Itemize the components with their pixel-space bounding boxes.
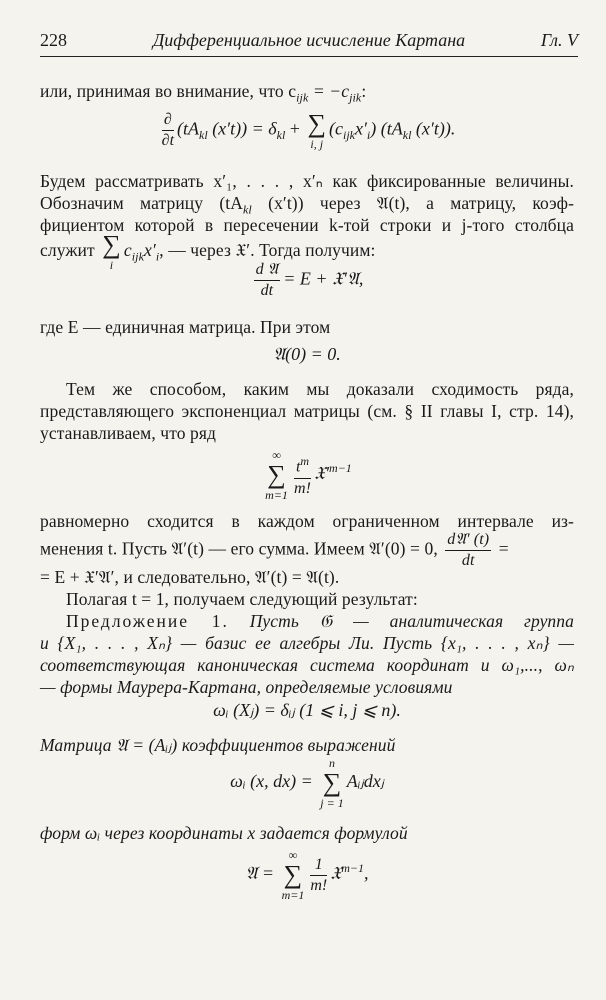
text: 𝔛′ bbox=[314, 463, 330, 484]
sum-operator: ∞ ∑ m=1 bbox=[265, 448, 288, 502]
running-title: Дифференциальное исчисление Картана bbox=[152, 30, 466, 50]
text: x′ bbox=[144, 240, 156, 261]
subscript: ijk bbox=[342, 128, 355, 143]
text: ωᵢ (x, dx) = bbox=[230, 771, 318, 792]
text: (x′t)) = δ bbox=[207, 118, 277, 139]
header-rule bbox=[40, 56, 578, 57]
text-line: равномерно сходится в каждом ограниченном интервале из- bbox=[40, 511, 574, 531]
fraction: $\frac{1}{m!}$ bbox=[310, 855, 328, 894]
subscript: kl bbox=[276, 128, 286, 143]
text: (tA bbox=[177, 118, 200, 139]
running-head bbox=[40, 30, 578, 54]
text-line: Полагая t = 1, получаем следующий результат: bbox=[66, 589, 418, 609]
text: Пусть 𝔊 — аналитическая группа bbox=[228, 611, 574, 631]
text: (x′t)) через 𝔄(t), а матрицу, коэф- bbox=[251, 193, 574, 213]
fraction: $\frac{t^m}{m!}$ bbox=[294, 451, 311, 498]
text-line: где E — единичная матрица. При этом bbox=[40, 317, 331, 337]
text: c bbox=[123, 240, 132, 261]
text: , — через 𝔛′. Тогда получим: bbox=[159, 240, 376, 261]
subscript: ijk bbox=[131, 249, 145, 264]
text: : bbox=[361, 81, 367, 101]
equation-7 bbox=[40, 848, 574, 902]
equation-1 bbox=[40, 110, 574, 151]
sum-operator: ∑ i bbox=[102, 230, 121, 272]
subscript: kl bbox=[402, 128, 412, 143]
subscript: i bbox=[155, 249, 160, 264]
text-line: фициентом которой в пересечении k-той строки и j-того столбца bbox=[40, 215, 574, 235]
text: = −c bbox=[308, 81, 350, 101]
chapter-label: Гл. V bbox=[540, 30, 578, 50]
text: Обозначим матрицу (tA bbox=[40, 193, 243, 213]
subscript: jik bbox=[349, 90, 362, 105]
text-line: соответствующая каноническая система координат и ω₁,..., ωₙ bbox=[40, 655, 574, 675]
text-line: и {X₁, . . . , Xₙ} — базис ее алгебры Ли. Пусть {x₁, . . . , xₙ} — bbox=[40, 633, 574, 653]
subscript: ijk bbox=[296, 90, 309, 105]
text: (x′t)). bbox=[411, 118, 456, 139]
sum-operator: ∞ ∑ m=1 bbox=[281, 848, 305, 902]
text-line bbox=[40, 530, 574, 569]
text-line: устанавливаем, что ряд bbox=[40, 423, 217, 443]
text: (c bbox=[329, 118, 343, 139]
text-line: — формы Маурера-Картана, определяемые условиями bbox=[40, 677, 453, 697]
equation-3: 𝔄(0) = 0. bbox=[273, 344, 341, 364]
text: 𝔛 bbox=[330, 863, 342, 884]
text: ) (tA bbox=[370, 118, 403, 139]
superscript: m−1 bbox=[329, 461, 352, 476]
text-line bbox=[40, 610, 574, 632]
sum-operator: ∑ i, j bbox=[307, 108, 326, 151]
text-line bbox=[40, 80, 574, 109]
text-line: представляющего экспоненциал матрицы (см. § II главы I, стр. 14), bbox=[40, 401, 574, 421]
fraction: $\frac{\text{d 𝔄}}{dt}$ bbox=[255, 261, 279, 299]
page-number: 228 bbox=[40, 30, 67, 50]
subscript: kl bbox=[243, 202, 252, 217]
text: , bbox=[364, 863, 369, 884]
text-line: Матрица 𝔄 = (Aᵢⱼ) коэффициентов выражений bbox=[40, 735, 396, 755]
text: служит bbox=[40, 240, 100, 261]
partial-fraction: $\frac{\partial}{\partial t}$ bbox=[161, 111, 175, 149]
text-line: Будем рассматривать x′₁, . . . , x′ₙ как фиксированные величины. bbox=[40, 171, 574, 191]
text: x′ bbox=[354, 118, 367, 139]
text: менения t. Пусть 𝔄′(t) — его сумма. Имеем 𝔄′(0) = 0, bbox=[40, 538, 443, 559]
text: или, принимая во внимание, что c bbox=[40, 81, 297, 101]
equation-2 bbox=[40, 260, 574, 301]
text: = bbox=[494, 538, 509, 559]
fraction: $\frac{\text{d𝔄′ (t)}}{dt}$ bbox=[447, 531, 490, 569]
proposition-label: Предложение 1. bbox=[66, 611, 229, 631]
text: Aᵢⱼdxⱼ bbox=[346, 771, 384, 792]
superscript: m−1 bbox=[341, 861, 365, 876]
subscript: i bbox=[366, 128, 371, 143]
text: 𝔄 = bbox=[245, 863, 279, 884]
equation-6 bbox=[40, 756, 574, 810]
equation-4 bbox=[40, 448, 574, 502]
text-line: форм ωᵢ через координаты x задается формулой bbox=[40, 823, 408, 843]
sum-operator: n ∑ j = 1 bbox=[320, 756, 344, 810]
text-line: Тем же способом, каким мы доказали сходимость ряда, bbox=[66, 379, 574, 399]
text: = E + 𝔛′𝔄, bbox=[283, 268, 364, 289]
text-line: = E + 𝔛′𝔄′, и следовательно, 𝔄′(t) = 𝔄(t). bbox=[40, 567, 340, 587]
subscript: kl bbox=[199, 128, 208, 143]
text: + bbox=[285, 118, 305, 139]
equation-5: ωᵢ (Xⱼ) = δᵢⱼ (1 ⩽ i, j ⩽ n). bbox=[213, 700, 401, 720]
